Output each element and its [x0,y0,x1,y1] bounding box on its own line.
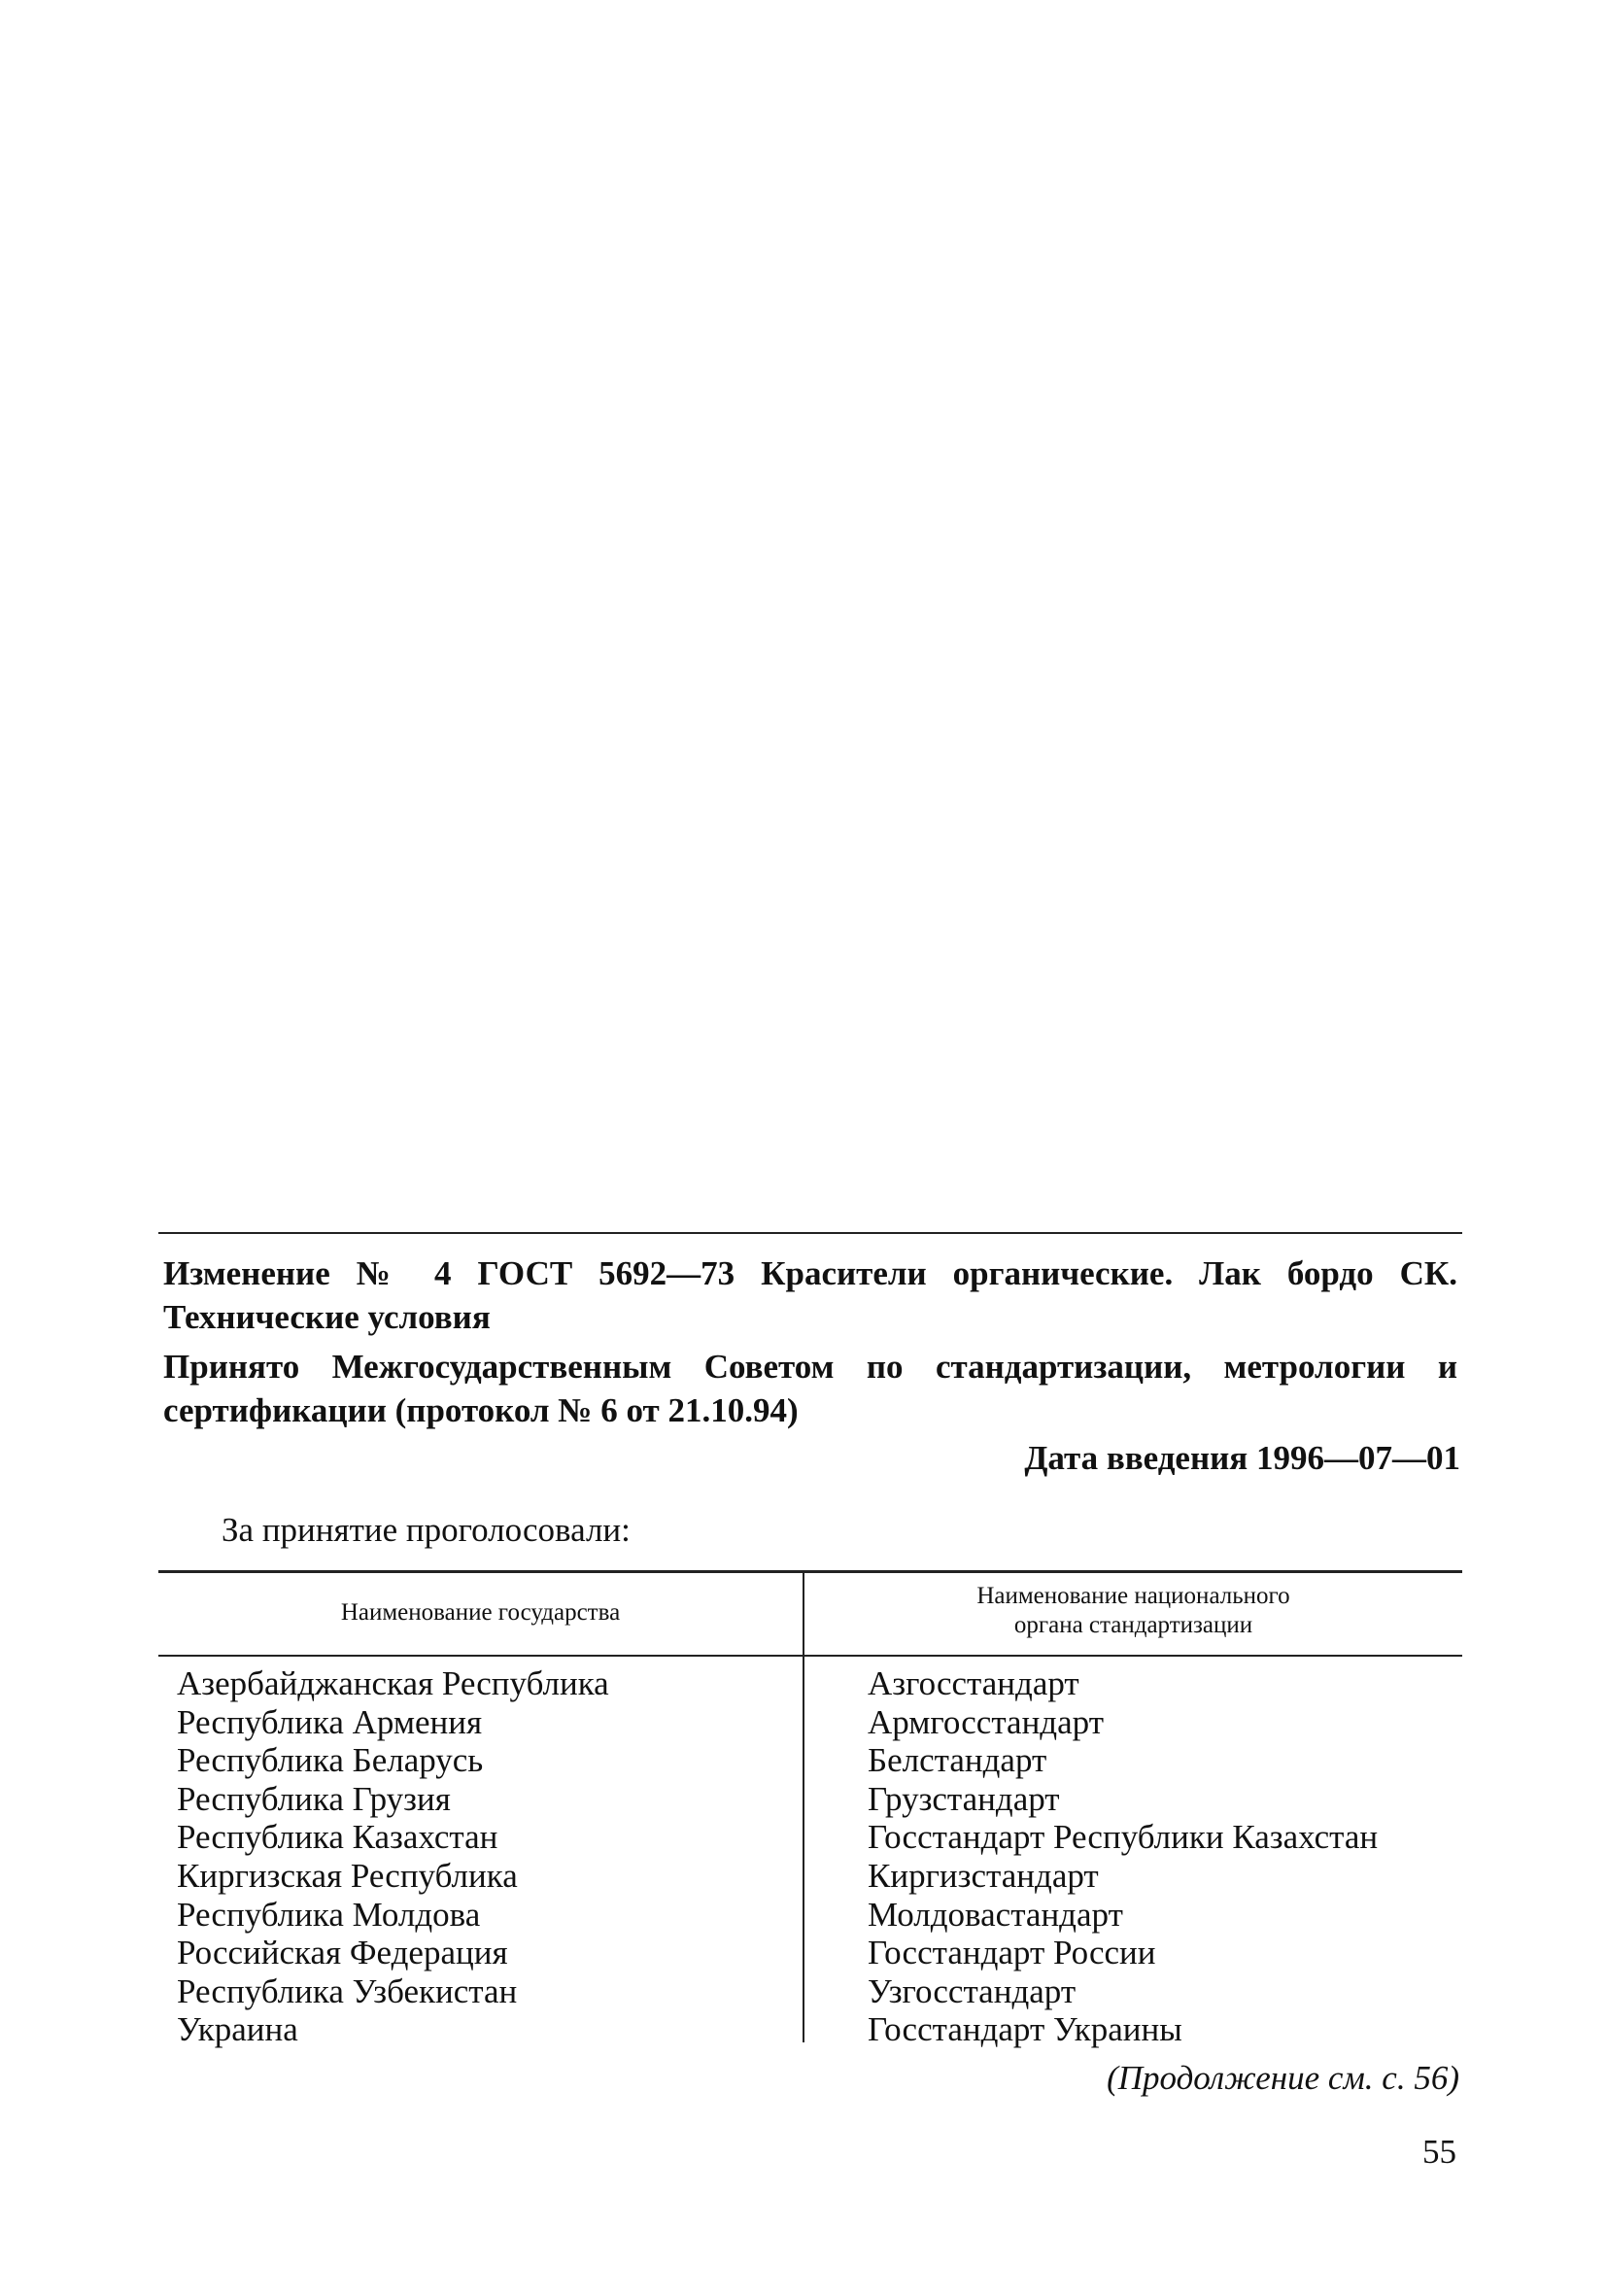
effective-date: Дата введения 1996—07—01 [1024,1439,1460,1477]
table-column-divider [803,1573,804,2042]
column-header-state: Наименование государства [340,1599,621,1626]
national-body-name: Молдовастандарт [868,1895,1123,1934]
state-name: Российская Федерация [177,1934,508,1972]
continuation-note: (Продолжение см. с. 56) [1107,2059,1459,2097]
state-name: Республика Беларусь [177,1741,484,1780]
column-header-national-body-line2: органа стандартизации [1013,1612,1253,1638]
state-name: Азербайджанская Республика [177,1664,609,1702]
state-name: Украина [177,2010,298,2049]
voted-label: За принятие проголосовали: [222,1511,631,1549]
top-divider [158,1232,1462,1234]
state-name: Республика Казахстан [177,1818,498,1857]
amendment-title: Изменение № 4 ГОСТ 5692—73 Красители органические. Лак бордо СК. Технические условия [163,1254,1457,1336]
national-body-name: Госстандарт Республики Казахстан [868,1818,1379,1857]
state-name: Киргизская Республика [177,1856,518,1895]
state-name: Республика Молдова [177,1895,481,1934]
national-body-name: Киргизстандарт [868,1856,1099,1895]
state-name: Республика Узбекистан [177,1971,518,2010]
state-column [177,1664,609,2049]
column-header-national-body-line1: Наименование национального [976,1583,1290,1609]
national-body-name: Азгосстандарт [868,1664,1079,1702]
national-body-name: Узгосстандарт [868,1971,1077,2010]
national-body-column [868,1664,1378,2049]
national-body-name: Госстандарт России [868,1934,1156,1972]
national-body-name: Армгосстандарт [868,1702,1104,1741]
table-header-rule [158,1655,1462,1657]
national-body-name: Госстандарт Украины [868,2010,1182,2049]
national-body-name: Грузстандарт [868,1779,1060,1818]
column-header-national-body [804,1582,1462,1640]
page-number: 55 [1422,2133,1456,2171]
state-name: Республика Грузия [177,1779,451,1818]
table-top-rule [158,1570,1462,1573]
state-name: Республика Армения [177,1702,483,1741]
national-body-name: Белстандарт [868,1741,1047,1780]
adoption-statement: Принято Межгосударственным Советом по стандартизации, метрологии и сертификации (протокол № 6 от 21.10.94) [163,1348,1457,1429]
